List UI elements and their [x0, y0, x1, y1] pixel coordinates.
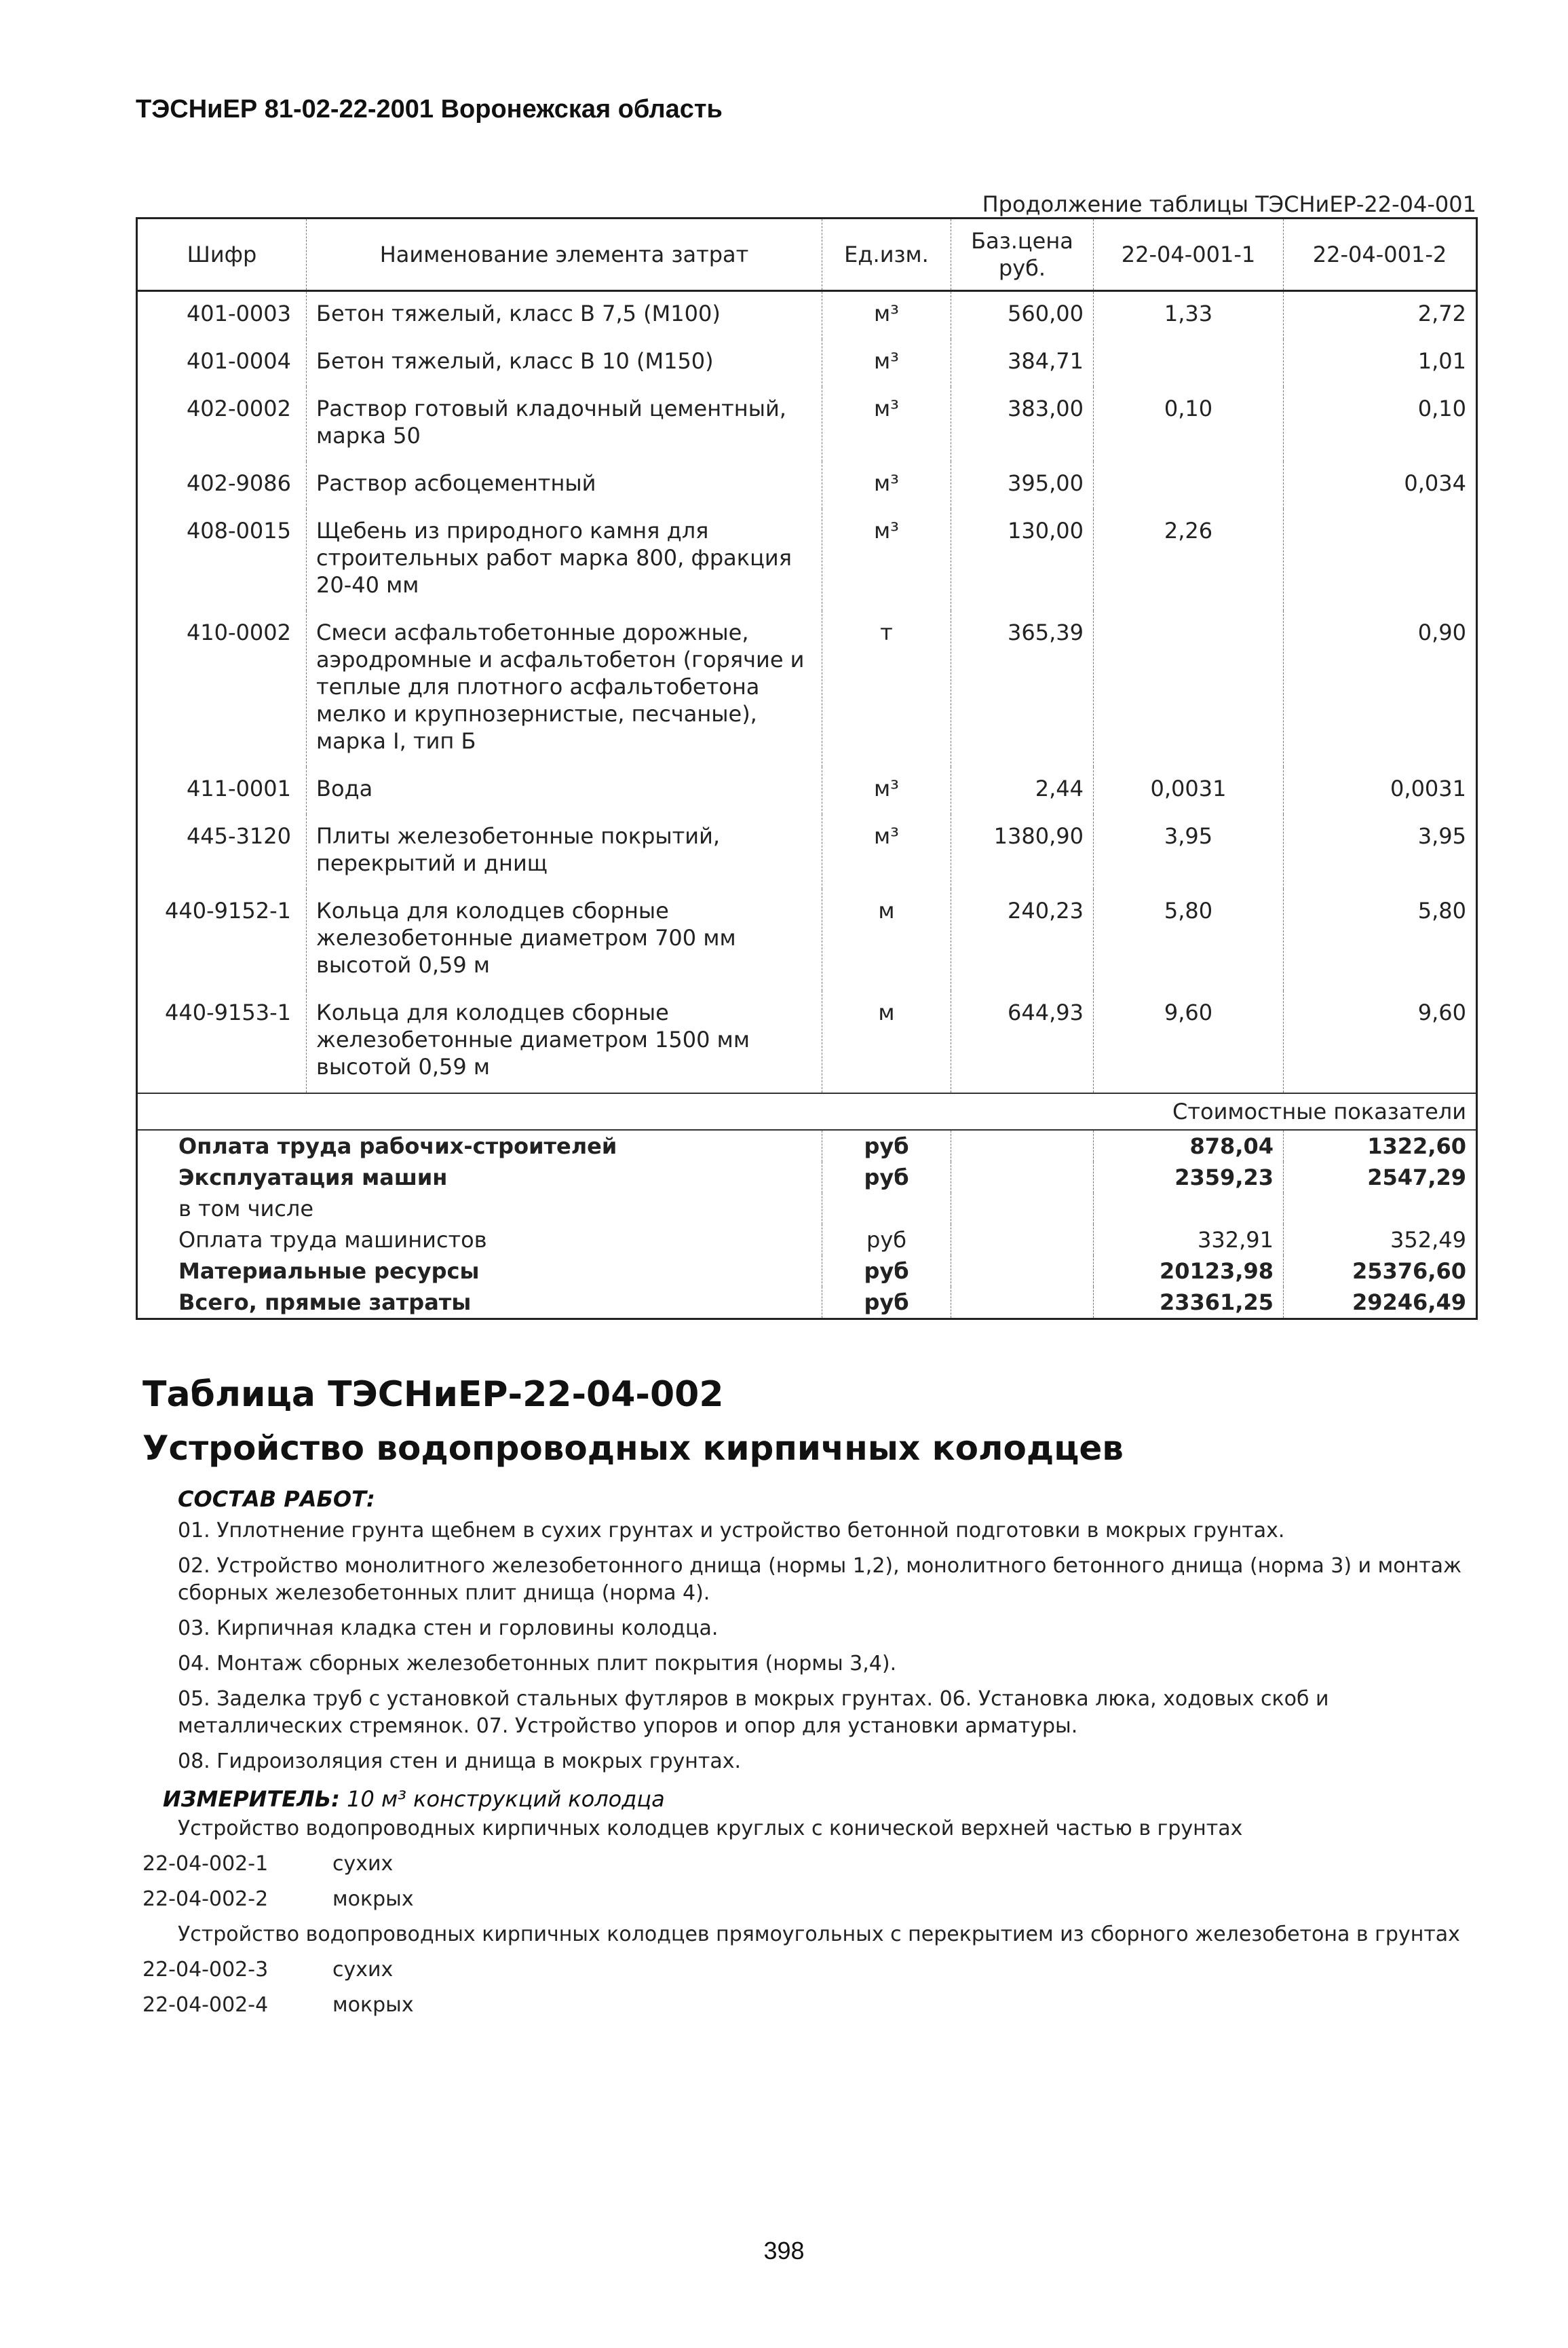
summary-blank	[951, 1162, 1094, 1193]
summary-row	[137, 1287, 1477, 1319]
summary-value-col1: 20123,98	[1094, 1255, 1284, 1287]
header-col1: 22-04-001-1	[1094, 219, 1284, 291]
resource-name: Щебень из природного камня для строительных работ марка 800, фракция 20-40 мм	[307, 509, 822, 611]
resource-code: 410-0002	[137, 611, 307, 767]
summary-name: в том числе	[137, 1193, 822, 1224]
summary-value-col2: 29246,49	[1284, 1287, 1477, 1319]
table-header-row	[137, 219, 1477, 291]
norm-row	[142, 1851, 1472, 1878]
table-row	[137, 461, 1477, 509]
resource-unit: м³	[822, 814, 951, 889]
resource-value-col1: 0,10	[1094, 387, 1284, 461]
summary-row	[137, 1162, 1477, 1193]
resource-name: Бетон тяжелый, класс В 10 (М150)	[307, 339, 822, 387]
resource-value-col1: 9,60	[1094, 991, 1284, 1093]
resource-name: Плиты железобетонные покрытий, перекрытий и днищ	[307, 814, 822, 889]
norm-group-1-items	[142, 1851, 1472, 1913]
norm-code: 22-04-002-2	[142, 1887, 269, 1911]
resource-name: Смеси асфальтобетонные дорожные, аэродромные и асфальтобетон (горячие и теплые для плотного асфальтобетона мелко и крупнозернистые, песчаные), марка I, тип Б	[307, 611, 822, 767]
resource-unit: м³	[822, 509, 951, 611]
summary-value-col2: 2547,29	[1284, 1162, 1477, 1193]
resource-name: Бетон тяжелый, класс В 7,5 (М100)	[307, 291, 822, 340]
summary-blank	[951, 1287, 1094, 1319]
resource-unit: м	[822, 991, 951, 1093]
summary-blank	[951, 1224, 1094, 1255]
resource-value-col1	[1094, 611, 1284, 767]
resource-code: 402-9086	[137, 461, 307, 509]
summary-name: Оплата труда рабочих-строителей	[137, 1130, 822, 1162]
summary-unit: руб	[822, 1162, 951, 1193]
resource-value-col2: 1,01	[1284, 339, 1477, 387]
summary-unit: руб	[822, 1224, 951, 1255]
resource-name: Кольца для колодцев сборные железобетонные диаметром 700 мм высотой 0,59 м	[307, 889, 822, 991]
summary-name: Всего, прямые затраты	[137, 1287, 822, 1319]
resource-price: 383,00	[951, 387, 1094, 461]
work-item: 02. Устройство монолитного железобетонного днища (нормы 1,2), монолитного бетонного днища (норма 3) и монтаж сборных железобетонных плит днища (норма 4).	[178, 1554, 1462, 1605]
resource-value-col1: 0,0031	[1094, 767, 1284, 814]
header-code: Шифр	[137, 219, 307, 291]
norm-text: мокрых	[332, 1993, 414, 2017]
summary-blank	[951, 1255, 1094, 1287]
summary-value-col1	[1094, 1193, 1284, 1224]
norm-text: сухих	[332, 1958, 394, 1982]
norm-text: мокрых	[332, 1887, 414, 1911]
summary-row	[137, 1130, 1477, 1162]
resource-price: 130,00	[951, 509, 1094, 611]
summary-value-col1: 332,91	[1094, 1224, 1284, 1255]
resource-code: 440-9153-1	[137, 991, 307, 1093]
resource-value-col2: 5,80	[1284, 889, 1477, 991]
section-title: Таблица ТЭСНиЕР-22-04-002	[142, 1374, 724, 1415]
resource-unit: м	[822, 889, 951, 991]
resource-value-col1: 2,26	[1094, 509, 1284, 611]
works-title: СОСТАВ РАБОТ:	[178, 1486, 375, 1512]
summary-name: Материальные ресурсы	[137, 1255, 822, 1287]
resource-code: 408-0015	[137, 509, 307, 611]
summary-value-col1: 2359,23	[1094, 1162, 1284, 1193]
summary-unit	[822, 1193, 951, 1224]
measure-value: 10 м³ конструкций колодца	[347, 1786, 665, 1812]
norms-table	[136, 217, 1478, 1320]
norm-code: 22-04-002-4	[142, 1993, 269, 2017]
resource-value-col1	[1094, 461, 1284, 509]
resource-value-col2: 0,10	[1284, 387, 1477, 461]
work-item: 04. Монтаж сборных железобетонных плит покрытия (нормы 3,4).	[178, 1652, 897, 1675]
resource-price: 240,23	[951, 889, 1094, 991]
header-price: Баз.цена руб.	[951, 219, 1094, 291]
work-item: 05. Заделка труб с установкой стальных футляров в мокрых грунтах. 06. Установка люка, ходовых скоб и металлических стремянок. 07. Устройство упоров и опор для установки арматуры.	[178, 1687, 1329, 1738]
norm-group-2: Устройство водопроводных кирпичных колодцев прямоугольных с перекрытием из сборного железобетона в грунтах	[178, 1923, 1460, 1946]
table-row	[137, 291, 1477, 340]
resource-unit: м³	[822, 291, 951, 340]
resource-code: 411-0001	[137, 767, 307, 814]
summary-name: Оплата труда машинистов	[137, 1224, 822, 1255]
resources-body	[137, 291, 1477, 1094]
cost-label: Стоимостные показатели	[137, 1093, 1477, 1130]
resource-price: 2,44	[951, 767, 1094, 814]
continuation-caption: Продолжение таблицы ТЭСНиЕР-22-04-001	[982, 191, 1476, 217]
cost-header-row	[137, 1093, 1477, 1130]
resource-code: 402-0002	[137, 387, 307, 461]
running-header: ТЭСНиЕР 81-02-22-2001 Воронежская область	[136, 95, 723, 124]
norm-text: сухих	[332, 1852, 394, 1876]
summary-blank	[951, 1193, 1094, 1224]
header-name: Наименование элемента затрат	[307, 219, 822, 291]
resource-code: 440-9152-1	[137, 889, 307, 991]
table-row	[137, 339, 1477, 387]
table-row	[137, 889, 1477, 991]
table-row	[137, 814, 1477, 889]
resource-code: 445-3120	[137, 814, 307, 889]
summary-value-col2: 1322,60	[1284, 1130, 1477, 1162]
summary-value-col2: 352,49	[1284, 1224, 1477, 1255]
summary-name: Эксплуатация машин	[137, 1162, 822, 1193]
resource-price: 365,39	[951, 611, 1094, 767]
summary-unit: руб	[822, 1287, 951, 1319]
resource-name: Вода	[307, 767, 822, 814]
measure-line	[163, 1786, 665, 1812]
summary-row	[137, 1224, 1477, 1255]
summary-row	[137, 1193, 1477, 1224]
resource-value-col2: 0,0031	[1284, 767, 1477, 814]
resource-unit: м³	[822, 339, 951, 387]
resource-value-col1: 3,95	[1094, 814, 1284, 889]
page-number: 398	[763, 2237, 805, 2265]
section-subtitle: Устройство водопроводных кирпичных колодцев	[142, 1428, 1124, 1468]
table-row	[137, 991, 1477, 1093]
resource-unit: м³	[822, 387, 951, 461]
resource-price: 560,00	[951, 291, 1094, 340]
resource-value-col2: 0,034	[1284, 461, 1477, 509]
norm-row	[142, 1956, 1472, 1984]
resource-value-col2: 3,95	[1284, 814, 1477, 889]
resource-price: 1380,90	[951, 814, 1094, 889]
norm-row	[142, 1992, 1472, 2019]
work-item: 03. Кирпичная кладка стен и горловины колодца.	[178, 1616, 719, 1640]
norm-group-1: Устройство водопроводных кирпичных колодцев круглых с конической верхней частью в грунтах	[178, 1817, 1243, 1840]
summary-value-col2: 25376,60	[1284, 1255, 1477, 1287]
table-row	[137, 611, 1477, 767]
summary-row	[137, 1255, 1477, 1287]
norm-code: 22-04-002-3	[142, 1958, 269, 1982]
norms-list	[142, 1815, 1472, 2027]
resource-code: 401-0004	[137, 339, 307, 387]
resource-price: 384,71	[951, 339, 1094, 387]
resource-name: Кольца для колодцев сборные железобетонные диаметром 1500 мм высотой 0,59 м	[307, 991, 822, 1093]
resource-price: 395,00	[951, 461, 1094, 509]
work-item: 08. Гидроизоляция стен и днища в мокрых грунтах.	[178, 1749, 742, 1773]
resource-code: 401-0003	[137, 291, 307, 340]
table-row	[137, 387, 1477, 461]
resource-unit: м³	[822, 767, 951, 814]
norm-group-2-items	[142, 1956, 1472, 2019]
resource-unit: м³	[822, 461, 951, 509]
works-list	[178, 1517, 1474, 1783]
work-item: 01. Уплотнение грунта щебнем в сухих грунтах и устройство бетонной подготовки в мокрых грунтах.	[178, 1519, 1285, 1542]
summary-blank	[951, 1130, 1094, 1162]
resource-value-col1: 1,33	[1094, 291, 1284, 340]
header-col2: 22-04-001-2	[1284, 219, 1477, 291]
resource-value-col1	[1094, 339, 1284, 387]
resource-value-col2	[1284, 509, 1477, 611]
table-row	[137, 509, 1477, 611]
summary-unit: руб	[822, 1130, 951, 1162]
table-row	[137, 767, 1477, 814]
resource-value-col1: 5,80	[1094, 889, 1284, 991]
resource-name: Раствор готовый кладочный цементный, марка 50	[307, 387, 822, 461]
resource-value-col2: 0,90	[1284, 611, 1477, 767]
summary-body	[137, 1130, 1477, 1319]
header-unit: Ед.изм.	[822, 219, 951, 291]
summary-value-col1: 23361,25	[1094, 1287, 1284, 1319]
norm-code: 22-04-002-1	[142, 1852, 269, 1876]
summary-value-col2	[1284, 1193, 1477, 1224]
resource-unit: т	[822, 611, 951, 767]
resource-name: Раствор асбоцементный	[307, 461, 822, 509]
resource-value-col2: 2,72	[1284, 291, 1477, 340]
norm-row	[142, 1886, 1472, 1913]
measure-label: ИЗМЕРИТЕЛЬ:	[163, 1786, 340, 1812]
summary-value-col1: 878,04	[1094, 1130, 1284, 1162]
resource-value-col2: 9,60	[1284, 991, 1477, 1093]
resource-price: 644,93	[951, 991, 1094, 1093]
summary-unit: руб	[822, 1255, 951, 1287]
